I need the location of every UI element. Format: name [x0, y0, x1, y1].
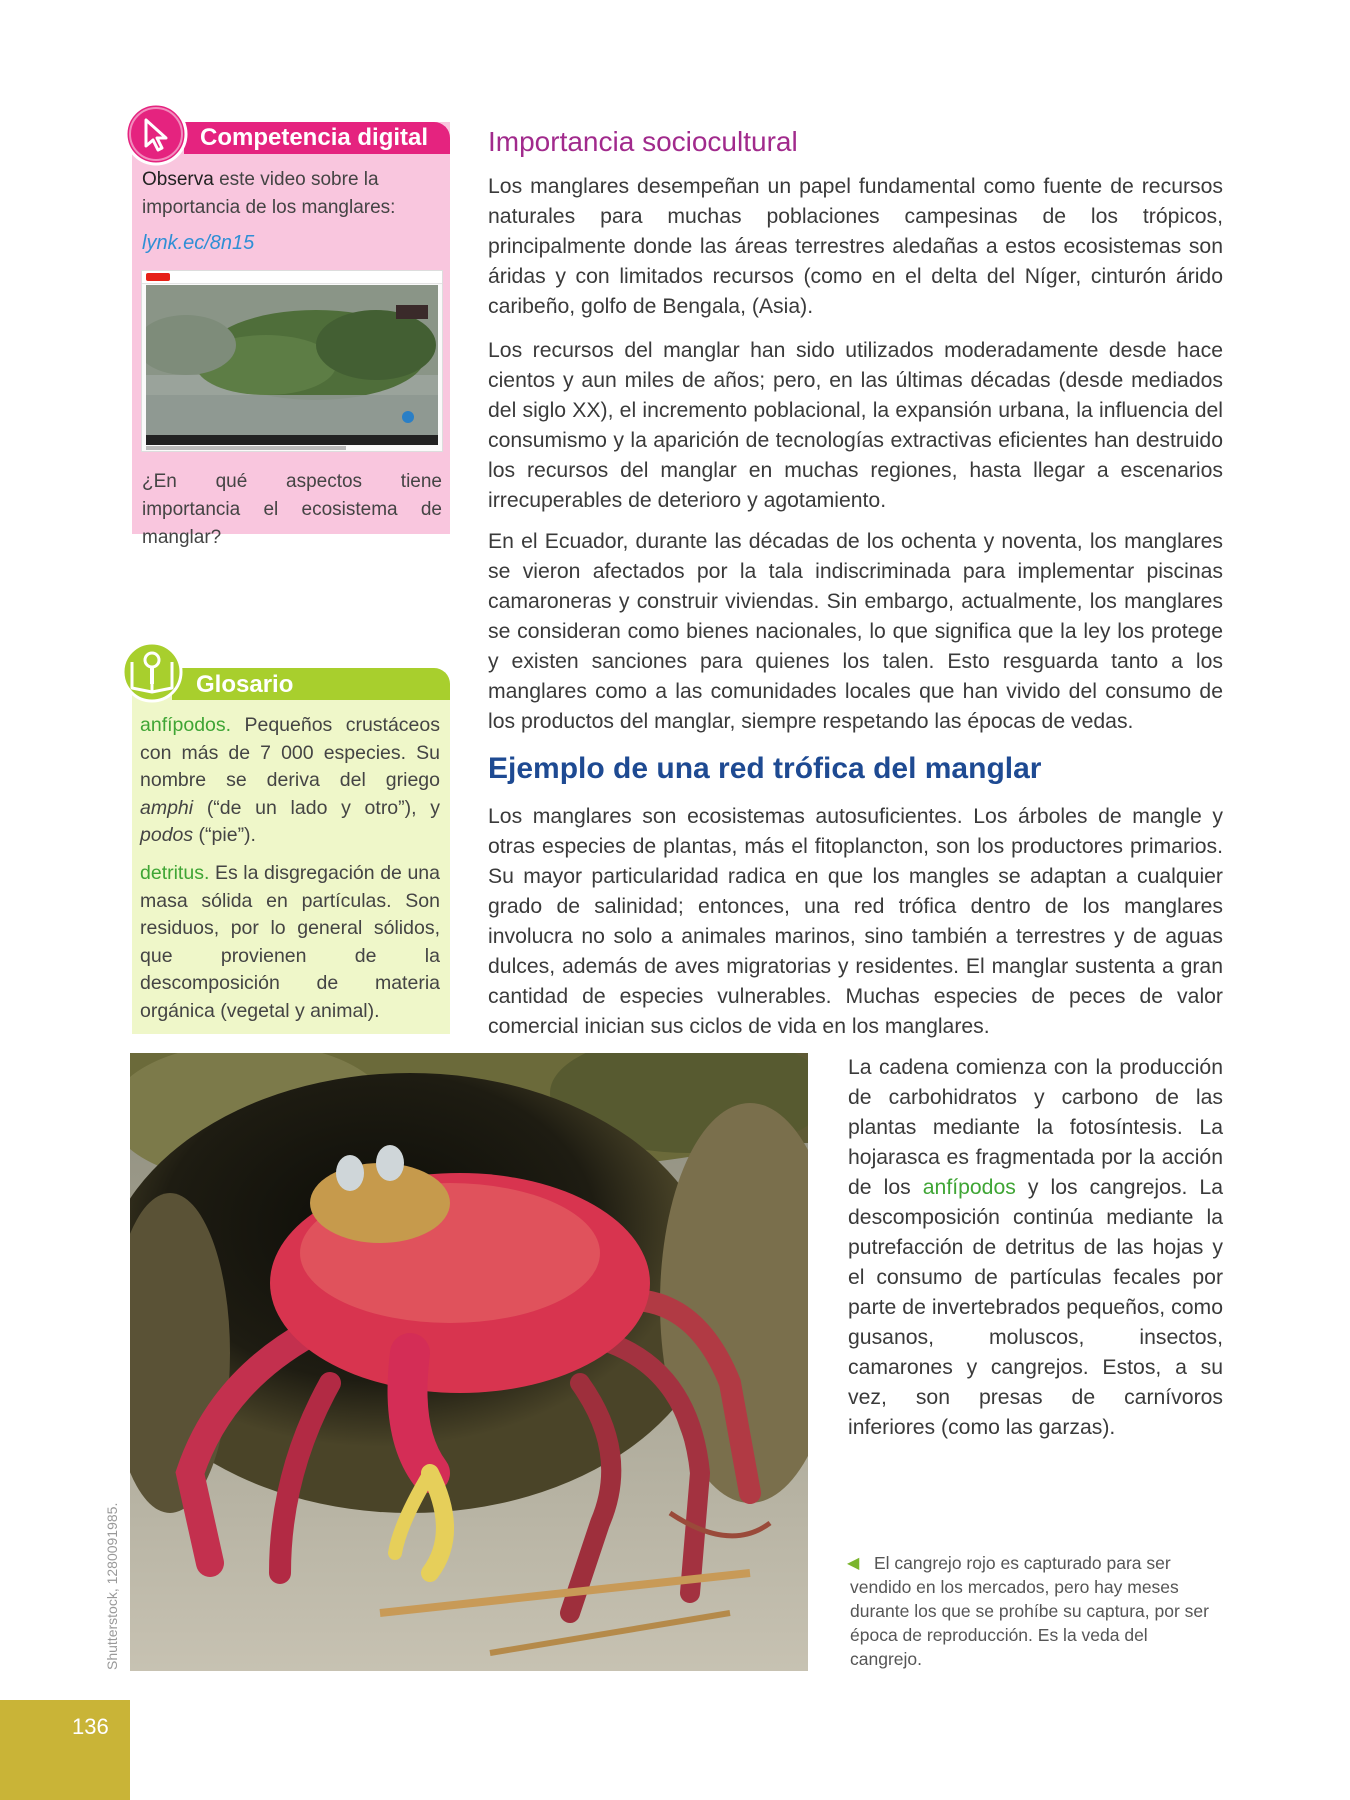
cursor-click-icon — [120, 102, 192, 166]
paragraph: Los manglares son ecosistemas autosuficientes. Los árboles de mangle y otras especies de plantas, más el fitoplancton, son los productores primarios. Su mayor particularidad radica en que los mangles se adaptan a cualquier grado de salinidad; entonces, una red trófica dentro de los manglares involucra no solo a animales marinos, sino también a terrestres y de aguas dulces, además de aves migratorias y residentes. El manglar sustenta a gran cantidad de especies vulnerables. Muchas especies de peces de valor comercial inician sus ciclos de vida en los manglares. — [488, 805, 1223, 1038]
paragraph: Los manglares desempeñan un papel fundamental como fuente de recursos naturales para muchas poblaciones campesinas de los trópicos, principalmente donde las áreas terrestres aledañas a estos ecosistemas son áridas y con limitados recursos (como en el delta del Níger, cinturón árido caribeño, golfo de Bengala, (Asia). — [488, 175, 1223, 318]
glosario-definition: (“pie”). — [193, 824, 256, 846]
competencia-digital-title: Competencia digital — [200, 124, 429, 151]
glosario-term: anfípodos. — [140, 714, 232, 736]
paragraph: Los recursos del manglar han sido utilizados moderadamente desde hace cientos y aun miles de años; pero, en las últimas décadas (desde mediados del siglo XX), el incremento poblacional, la expansión urbana, la influencia del consumismo y la aparición de tecnologías extractivas eficientes han destruido los recursos del manglar en muchas regiones, hasta llegar a escenarios irrecuperables de deterioro y agotamiento. — [488, 339, 1223, 512]
photo-credit: Shutterstock, 1280091985. — [104, 1502, 120, 1670]
competencia-intro-text: este video sobre la importancia de los manglares: — [142, 169, 396, 218]
glosario-definition: Pequeños crustáceos con más de 7 000 especies. Su nombre se deriva del griego — [140, 714, 440, 791]
page-number: 136 — [72, 1714, 109, 1739]
glosario-term: detritus. — [140, 862, 210, 884]
glosario-definition: Es la disgregación de una masa sólida en partículas. Son residuos, por lo general sólidos, que provienen de la descomposición de materia orgánica (vegetal y animal). — [140, 862, 440, 1022]
paragraph-cadena — [848, 1053, 1223, 1443]
video-caption-bar — [146, 446, 346, 450]
glossary-keyword[interactable]: anfípodos — [922, 1176, 1016, 1199]
paragraph-text: y los cangrejos. La descomposición continúa mediante la putrefacción de detritus de las hojas y el consumo de partículas fecales por parte de invertebrados pequeños, como gusanos, moluscos, insectos, camarones y cangrejos. Estos, a su vez, son presas de carnívoros inferiores (como las garzas). — [848, 1176, 1223, 1439]
competencia-intro — [142, 166, 442, 222]
photo-caption: El cangrejo rojo es capturado para ser vendido en los mercados, pero hay meses durante los que se prohíbe su captura, por ser época de reproducción. Es la veda del cangrejo. — [850, 1553, 1209, 1669]
competencia-question: ¿En qué aspectos tiene importancia el ecosistema de manglar? — [142, 471, 442, 548]
glosario-entry-anfipodos — [140, 712, 440, 850]
video-topbar — [142, 271, 442, 284]
book-info-icon — [120, 640, 184, 704]
competencia-intro-bold: Observa — [142, 169, 214, 190]
glosario-definition: (“de un lado y otro”), y — [193, 796, 440, 819]
glosario-entry-detritus — [140, 860, 440, 1025]
youtube-logo-icon — [146, 273, 170, 281]
paragraph-text: La cadena comienza con la producción de carbohidratos y carbono de las plantas mediante la fotosíntesis. La hojarasca es fragmentada por la acción de los — [848, 1056, 1223, 1199]
glosario-italic: amphi — [140, 796, 194, 819]
video-controls[interactable] — [146, 435, 438, 445]
red-crab-photo — [130, 1053, 808, 1671]
video-link[interactable]: lynk.ec/8n15 — [142, 232, 255, 254]
page-side-band — [0, 1700, 130, 1800]
video-thumbnail[interactable] — [141, 270, 443, 452]
heading-red-trofica: Ejemplo de una red trófica del manglar — [488, 752, 1042, 785]
caption-arrow-icon: ◀ — [847, 1555, 860, 1572]
paragraph: En el Ecuador, durante las décadas de los ochenta y noventa, los manglares se vieron afectados por la tala indiscriminada para implementar piscinas camaroneras y construir viviendas. Sin embargo, actualmente, los manglares se consideran como bienes nacionales, lo que significa que la ley los protege y existen sanciones para quienes los talen. Esto resguarda tanto a los manglares como a las comunidades locales que han vivido del consumo de los productos del manglar, siempre respetando las épocas de vedas. — [488, 530, 1223, 733]
glosario-title: Glosario — [196, 671, 294, 698]
heading-importancia-sociocultural: Importancia sociocultural — [488, 126, 798, 157]
glosario-italic: podos — [140, 824, 194, 846]
mangrove-video-frame — [146, 285, 438, 435]
